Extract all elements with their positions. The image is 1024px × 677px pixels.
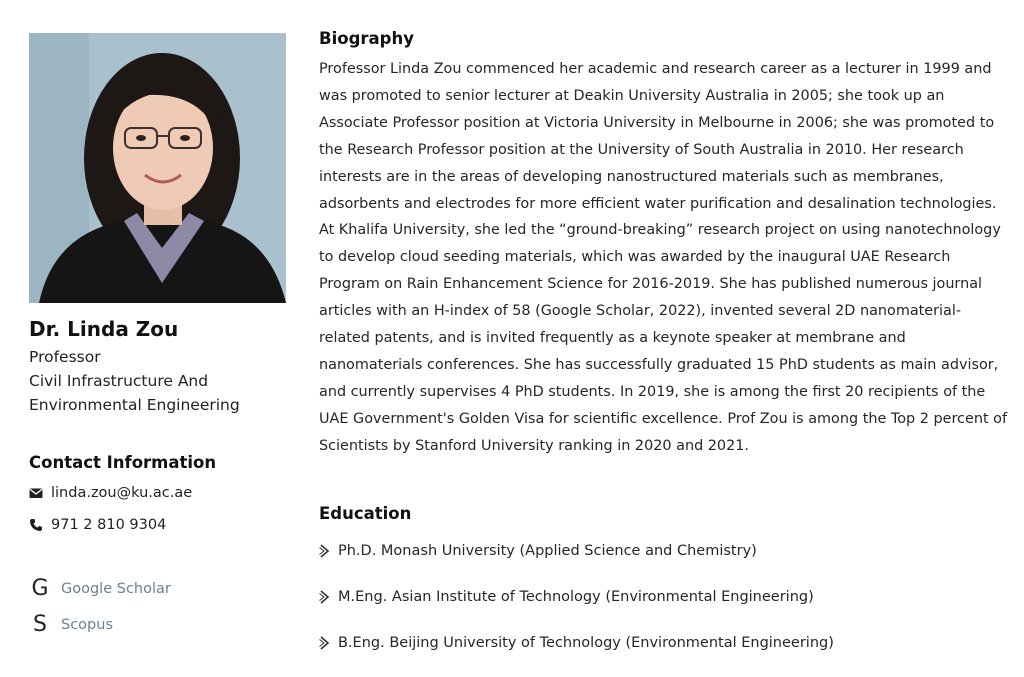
biography-heading: Biography [319, 29, 414, 48]
profile-sidebar [29, 33, 291, 648]
profile-position: Professor [29, 348, 101, 366]
profile-photo [29, 33, 286, 303]
education-item [319, 539, 1009, 563]
chevron-right-icon [319, 543, 331, 559]
envelope-icon [29, 486, 43, 500]
education-item-text: Ph.D. Monash University (Applied Science and Chemistry) [338, 542, 757, 559]
contact-heading: Contact Information [29, 453, 217, 472]
education-item-text: B.Eng. Beijing University of Technology (Environmental Engineering) [338, 634, 834, 651]
scopus-link[interactable] [29, 612, 291, 638]
contact-phone-row[interactable] [29, 514, 291, 536]
education-heading: Education [319, 503, 412, 523]
education-item [319, 631, 1009, 655]
google-scholar-link-label[interactable]: Google Scholar [61, 581, 171, 597]
google-icon: G [31, 576, 49, 601]
contact-email-row[interactable] [29, 482, 291, 504]
contact-phone[interactable]: 971 2 810 9304 [51, 517, 167, 533]
portrait-illustration [29, 33, 286, 303]
education-item [319, 585, 1009, 609]
google-scholar-link[interactable] [29, 576, 291, 602]
profile-links [29, 576, 291, 638]
scopus-link-label[interactable]: Scopus [61, 617, 113, 633]
profile-department-line1: Civil Infrastructure And [29, 372, 209, 390]
scopus-icon: S [33, 612, 47, 637]
chevron-right-icon [319, 635, 331, 651]
chevron-right-icon [319, 589, 331, 605]
main-content [319, 29, 1009, 677]
education-item-text: M.Eng. Asian Institute of Technology (Environmental Engineering) [338, 588, 814, 605]
biography-text: Professor Linda Zou commenced her academic and research career as a lecturer in 1999 and was promoted to senior lecturer at Deakin University Australia in 2005; she took up an Associate Professor position at Victoria University in Melbourne in 2006; she was promoted to the Research Professor position at the University of South Australia in 2010. Her research interests are in the areas of developing nanostructured materials such as membranes, adsorbents and electrodes for more efficient water purification and desalination technologies. At Khalifa University, she led the “ground-breaking” research project on using nanotechnology to develop cloud seeding materials, which was awarded by the inaugural UAE Research Program on Rain Enhancement Science for 2016-2019. She has published numerous journal articles with an H-index of 58 (Google Scholar, 2022), invented several 2D nanomaterial-related patents, and is invited frequently as a keynote speaker at membrane and nanomaterials conferences. She has successfully graduated 15 PhD students as main advisor, and currently supervises 4 PhD students. In 2019, she is among the first 20 recipients of the UAE Government's Golden Visa for scientific excellence. Prof Zou is among the Top 2 percent of Scientists by Stanford University ranking in 2020 and 2021. [319, 61, 1008, 454]
phone-icon [29, 518, 43, 532]
education-list [319, 539, 1009, 655]
contact-email[interactable]: linda.zou@ku.ac.ae [51, 485, 193, 501]
profile-department-line2: Environmental Engineering [29, 396, 240, 414]
profile-name: Dr. Linda Zou [29, 317, 179, 341]
